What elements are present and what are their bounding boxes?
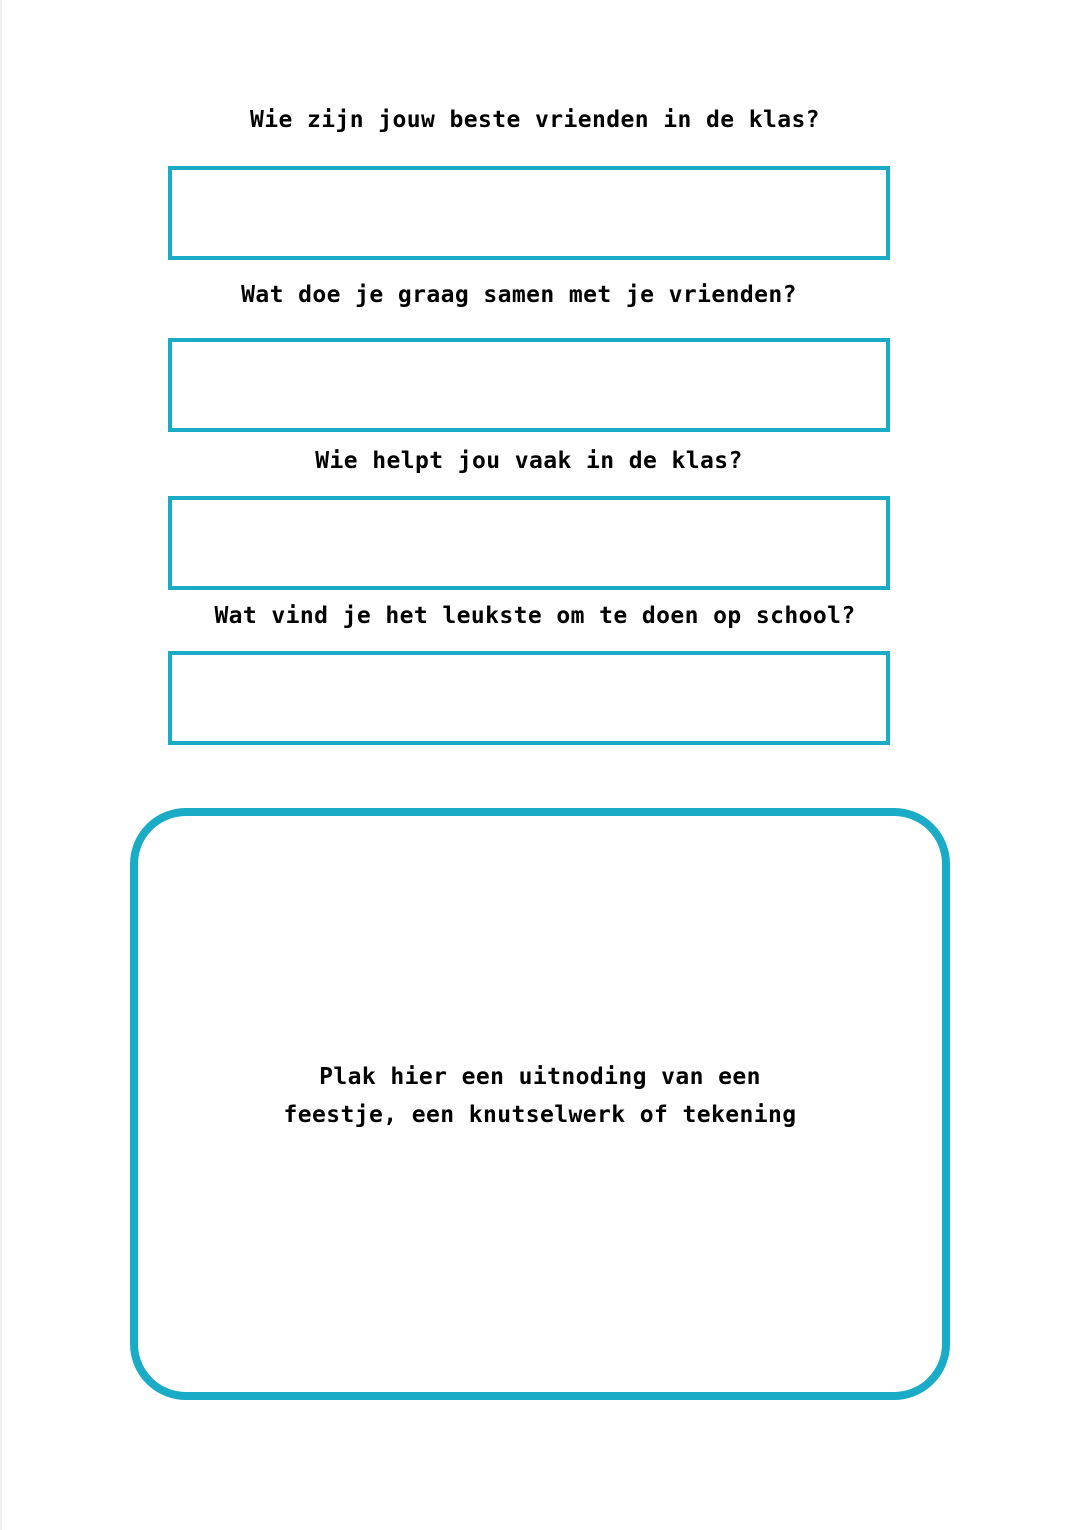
page-edge (0, 0, 2, 1530)
paste-instructions (138, 1058, 942, 1134)
question-favorite-school-activity: Wat vind je het leukste om te doen op school? (214, 603, 856, 629)
answer-box-who-helps-you[interactable] (168, 496, 890, 590)
question-activities-with-friends: Wat doe je graag samen met je vrienden? (241, 282, 797, 308)
question-who-helps-you: Wie helpt jou vaak in de klas? (315, 448, 743, 474)
answer-box-favorite-school-activity[interactable] (168, 651, 890, 745)
answer-box-best-friends[interactable] (168, 166, 890, 260)
paste-instructions-line-2: feestje, een knutselwerk of tekening (283, 1102, 797, 1128)
paste-area (130, 808, 950, 1400)
paste-instructions-line-1: Plak hier een uitnoding van een (319, 1064, 761, 1090)
question-best-friends: Wie zijn jouw beste vrienden in de klas? (250, 107, 820, 133)
answer-box-activities-with-friends[interactable] (168, 338, 890, 432)
